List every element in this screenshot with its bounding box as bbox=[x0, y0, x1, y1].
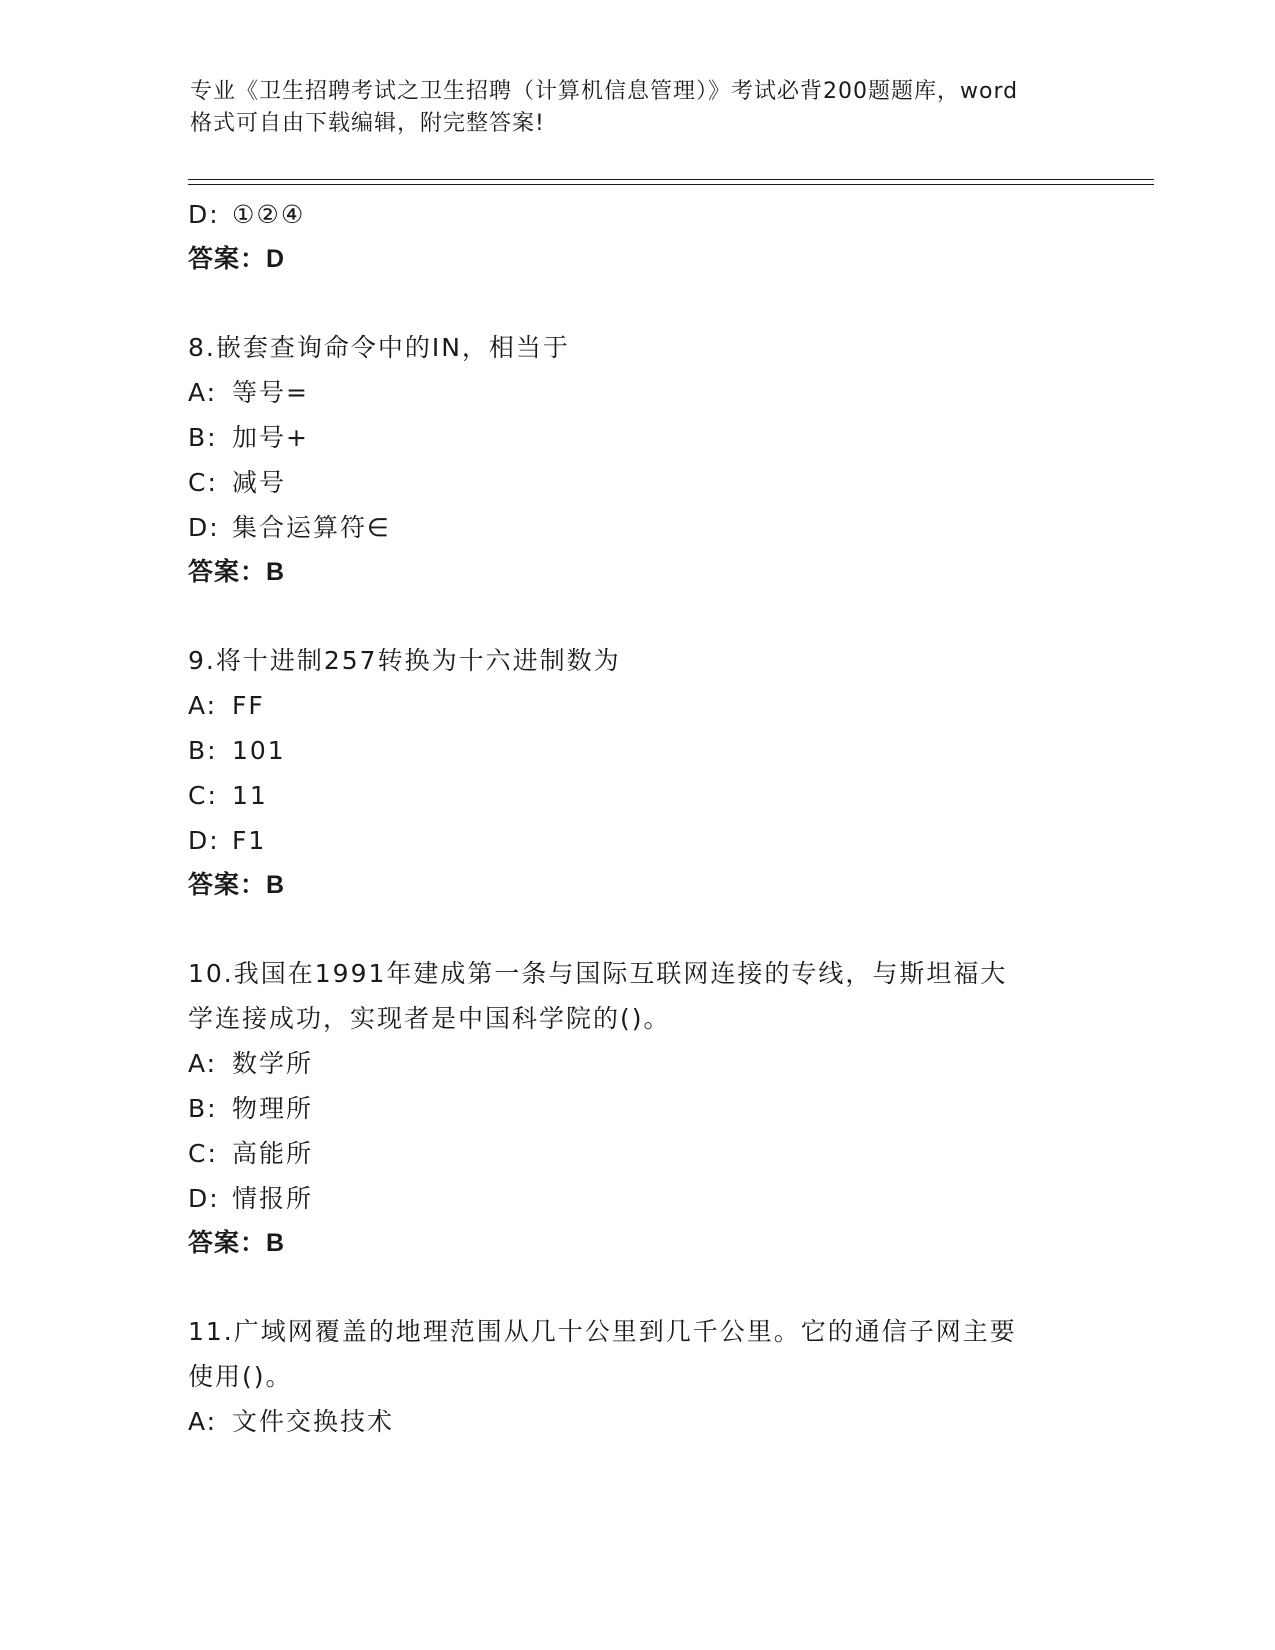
option-b bbox=[188, 1086, 1088, 1131]
option-key: B: bbox=[188, 423, 218, 452]
answer-line: 答案：D bbox=[188, 245, 286, 273]
option-key: A: bbox=[188, 1407, 218, 1436]
option-key: D: bbox=[188, 200, 220, 229]
question-text-line-1: 10.我国在1991年建成第一条与国际互联网连接的专线，与斯坦福大 bbox=[188, 959, 1008, 988]
question-text-line-2: 学连接成功，实现者是中国科学院的()。 bbox=[188, 1004, 671, 1033]
header-line-2: 格式可自由下载编辑，附完整答案! bbox=[190, 111, 545, 136]
option-key: A: bbox=[188, 1049, 218, 1078]
header-divider bbox=[188, 179, 1154, 180]
option-text: 物理所 bbox=[232, 1094, 314, 1123]
question-list bbox=[188, 192, 1088, 1444]
document-header bbox=[190, 76, 1110, 140]
option-text: 加号+ bbox=[232, 423, 309, 452]
question-11 bbox=[188, 1309, 1088, 1444]
option-text: 情报所 bbox=[232, 1184, 314, 1213]
option-text: 集合运算符∈ bbox=[232, 513, 391, 542]
answer-line: 答案：B bbox=[188, 558, 286, 586]
option-d bbox=[188, 1176, 1088, 1221]
question-text: 9.将十进制257转换为十六进制数为 bbox=[188, 646, 621, 675]
question-8 bbox=[188, 325, 1088, 595]
option-b bbox=[188, 728, 1088, 773]
option-key: D: bbox=[188, 513, 220, 542]
answer-line: 答案：B bbox=[188, 1229, 286, 1257]
header-divider bbox=[188, 184, 1154, 185]
option-text: 高能所 bbox=[232, 1139, 314, 1168]
option-a bbox=[188, 370, 1088, 415]
option-key: B: bbox=[188, 736, 218, 765]
option-b bbox=[188, 415, 1088, 460]
option-text: 文件交换技术 bbox=[232, 1407, 395, 1436]
option-text: 101 bbox=[232, 736, 286, 765]
option-text: 数学所 bbox=[232, 1049, 314, 1078]
option-text: 11 bbox=[232, 781, 268, 810]
option-text: F1 bbox=[232, 826, 267, 855]
header-line-1: 专业《卫生招聘考试之卫生招聘（计算机信息管理）》考试必背200题题库，word bbox=[190, 79, 1019, 104]
option-key: A: bbox=[188, 691, 218, 720]
option-text: FF bbox=[232, 691, 265, 720]
option-text: ①②④ bbox=[232, 200, 306, 229]
option-text: 减号 bbox=[232, 468, 287, 497]
question-text-line-2: 使用()。 bbox=[188, 1362, 293, 1391]
option-key: C: bbox=[188, 468, 218, 497]
question-9 bbox=[188, 638, 1088, 908]
option-c bbox=[188, 1131, 1088, 1176]
question-10 bbox=[188, 951, 1088, 1266]
question-text-line-1: 11.广域网覆盖的地理范围从几十公里到几千公里。它的通信子网主要 bbox=[188, 1317, 1017, 1346]
option-a bbox=[188, 683, 1088, 728]
option-c bbox=[188, 773, 1088, 818]
option-a bbox=[188, 1399, 1088, 1444]
option-key: B: bbox=[188, 1094, 218, 1123]
option-text: 等号= bbox=[232, 378, 309, 407]
answer-line: 答案：B bbox=[188, 871, 286, 899]
option-d bbox=[188, 818, 1088, 863]
option-key: D: bbox=[188, 826, 220, 855]
option-c bbox=[188, 460, 1088, 505]
option-key: C: bbox=[188, 781, 218, 810]
option-d bbox=[188, 192, 1088, 237]
option-key: C: bbox=[188, 1139, 218, 1168]
option-a bbox=[188, 1041, 1088, 1086]
option-key: D: bbox=[188, 1184, 220, 1213]
question-text: 8.嵌套查询命令中的IN，相当于 bbox=[188, 333, 570, 362]
option-key: A: bbox=[188, 378, 218, 407]
option-d bbox=[188, 505, 1088, 550]
